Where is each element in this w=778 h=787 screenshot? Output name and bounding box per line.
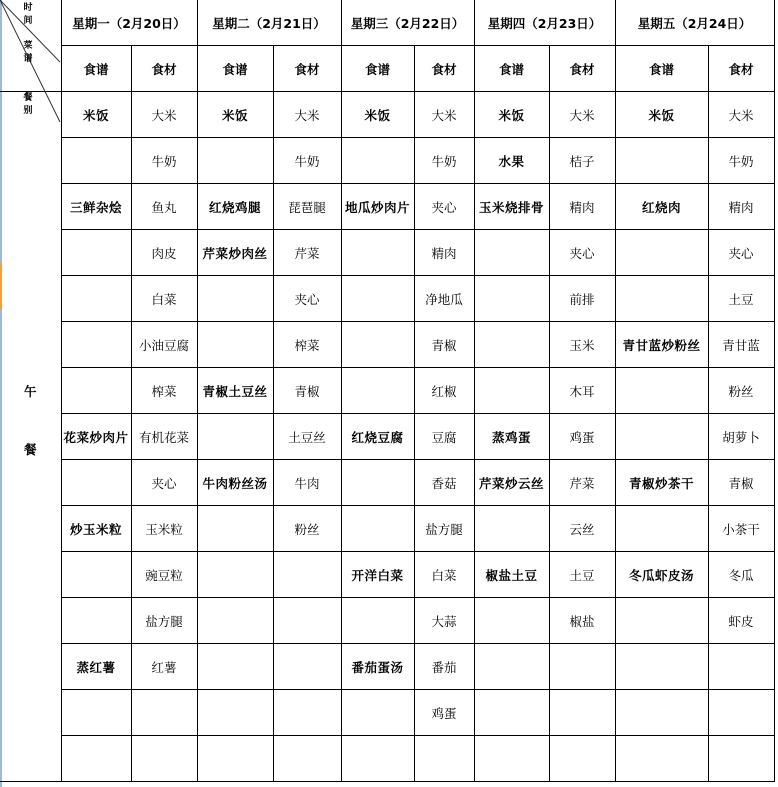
ingredient-cell xyxy=(273,690,341,736)
subheader-row xyxy=(0,46,774,92)
recipe-cell xyxy=(474,368,549,414)
ingredient-header: 食材 xyxy=(414,46,474,92)
recipe-cell: 米饭 xyxy=(197,92,273,138)
recipe-header: 食谱 xyxy=(341,46,414,92)
meal-type-label: 餐 别 xyxy=(23,93,33,116)
recipe-header: 食谱 xyxy=(61,46,131,92)
recipe-cell: 炒玉米粒 xyxy=(61,506,131,552)
recipe-cell xyxy=(61,460,131,506)
recipe-cell xyxy=(341,460,414,506)
ingredient-cell: 精肉 xyxy=(414,230,474,276)
day-header-row xyxy=(0,0,774,46)
recipe-cell: 开洋白菜 xyxy=(341,552,414,598)
recipe-cell: 玉米烧排骨 xyxy=(474,184,549,230)
recipe-cell xyxy=(197,736,273,782)
ingredient-cell: 榨菜 xyxy=(273,322,341,368)
ingredient-cell: 椒盐 xyxy=(549,598,615,644)
recipe-cell: 红烧豆腐 xyxy=(341,414,414,460)
ingredient-cell xyxy=(273,598,341,644)
recipe-cell xyxy=(341,230,414,276)
recipe-cell xyxy=(615,230,708,276)
table-row xyxy=(0,506,774,552)
recipe-cell xyxy=(474,736,549,782)
recipe-cell xyxy=(341,368,414,414)
ingredient-cell: 土豆丝 xyxy=(273,414,341,460)
ingredient-cell: 精肉 xyxy=(549,184,615,230)
table-row xyxy=(0,690,774,736)
table-row xyxy=(0,276,774,322)
recipe-header: 食谱 xyxy=(615,46,708,92)
recipe-cell xyxy=(61,138,131,184)
ingredient-cell: 大蒜 xyxy=(414,598,474,644)
day-header-friday: 星期五（2月24日） xyxy=(615,0,774,46)
recipe-cell xyxy=(474,506,549,552)
recipe-cell xyxy=(341,506,414,552)
meal-type-cell-lunch xyxy=(0,92,61,782)
recipe-cell xyxy=(61,736,131,782)
ingredient-cell: 大米 xyxy=(131,92,197,138)
table-row xyxy=(0,322,774,368)
recipe-cell xyxy=(61,598,131,644)
table-row xyxy=(0,552,774,598)
ingredient-cell: 夹心 xyxy=(708,230,774,276)
table-row xyxy=(0,230,774,276)
ingredient-cell: 鸡蛋 xyxy=(414,690,474,736)
ingredient-cell: 盐方腿 xyxy=(131,598,197,644)
recipe-cell xyxy=(341,138,414,184)
table-row xyxy=(0,736,774,782)
table-row xyxy=(0,414,774,460)
ingredient-cell xyxy=(273,644,341,690)
recipe-cell: 花菜炒肉片 xyxy=(61,414,131,460)
recipe-cell xyxy=(197,276,273,322)
ingredient-cell: 大米 xyxy=(549,92,615,138)
recipe-cell: 水果 xyxy=(474,138,549,184)
recipe-cell xyxy=(615,644,708,690)
recipe-cell xyxy=(197,598,273,644)
ingredient-cell xyxy=(708,690,774,736)
recipe-cell: 米饭 xyxy=(474,92,549,138)
ingredient-cell xyxy=(549,690,615,736)
meal-type-char: 午 xyxy=(23,384,37,399)
ingredient-cell: 牛肉 xyxy=(273,460,341,506)
day-header-monday: 星期一（2月20日） xyxy=(61,0,197,46)
day-header-tuesday: 星期二（2月21日） xyxy=(197,0,341,46)
table-row xyxy=(0,368,774,414)
recipe-cell xyxy=(341,690,414,736)
recipe-cell xyxy=(61,552,131,598)
recipe-cell: 青甘蓝炒粉丝 xyxy=(615,322,708,368)
recipe-cell xyxy=(615,138,708,184)
ingredient-cell xyxy=(273,552,341,598)
recipe-cell xyxy=(474,690,549,736)
recipe-cell xyxy=(61,368,131,414)
recipe-cell: 蒸鸡蛋 xyxy=(474,414,549,460)
ingredient-cell: 番茄 xyxy=(414,644,474,690)
recipe-cell xyxy=(61,690,131,736)
recipe-cell xyxy=(615,368,708,414)
ingredient-cell: 净地瓜 xyxy=(414,276,474,322)
ingredient-cell: 肉皮 xyxy=(131,230,197,276)
day-header-thursday: 星期四（2月23日） xyxy=(474,0,615,46)
ingredient-cell: 有机花菜 xyxy=(131,414,197,460)
ingredient-cell xyxy=(549,736,615,782)
table-row xyxy=(0,598,774,644)
recipe-cell: 椒盐土豆 xyxy=(474,552,549,598)
meal-type-char: 餐 xyxy=(23,442,37,457)
ingredient-cell: 大米 xyxy=(708,92,774,138)
ingredient-cell: 牛奶 xyxy=(273,138,341,184)
ingredient-cell: 盐方腿 xyxy=(414,506,474,552)
recipe-cell: 芹菜炒云丝 xyxy=(474,460,549,506)
ingredient-cell: 前排 xyxy=(549,276,615,322)
recipe-cell xyxy=(197,138,273,184)
recipe-cell xyxy=(615,414,708,460)
ingredient-cell: 青椒 xyxy=(273,368,341,414)
recipe-cell xyxy=(474,644,549,690)
ingredient-cell xyxy=(273,736,341,782)
ingredient-cell: 香菇 xyxy=(414,460,474,506)
ingredient-cell: 红薯 xyxy=(131,644,197,690)
recipe-cell xyxy=(615,276,708,322)
ingredient-cell: 牛奶 xyxy=(708,138,774,184)
day-header-wednesday: 星期三（2月22日） xyxy=(341,0,474,46)
recipe-cell xyxy=(197,552,273,598)
recipe-cell xyxy=(341,276,414,322)
ingredient-header: 食材 xyxy=(708,46,774,92)
ingredient-cell: 青椒 xyxy=(708,460,774,506)
ingredient-cell: 胡萝卜 xyxy=(708,414,774,460)
ingredient-cell: 豆腐 xyxy=(414,414,474,460)
table-row xyxy=(0,184,774,230)
recipe-cell: 红烧肉 xyxy=(615,184,708,230)
ingredient-cell: 小茶干 xyxy=(708,506,774,552)
recipe-header: 食谱 xyxy=(474,46,549,92)
ingredient-cell: 夹心 xyxy=(414,184,474,230)
recipe-cell: 米饭 xyxy=(61,92,131,138)
ingredient-cell: 玉米 xyxy=(549,322,615,368)
ingredient-cell: 粉丝 xyxy=(273,506,341,552)
ingredient-cell xyxy=(131,690,197,736)
recipe-cell xyxy=(341,736,414,782)
ingredient-cell: 榨菜 xyxy=(131,368,197,414)
recipe-cell xyxy=(474,230,549,276)
recipe-cell: 米饭 xyxy=(615,92,708,138)
ingredient-cell: 云丝 xyxy=(549,506,615,552)
recipe-cell: 冬瓜虾皮汤 xyxy=(615,552,708,598)
ingredient-cell xyxy=(549,644,615,690)
recipe-cell: 三鲜杂烩 xyxy=(61,184,131,230)
table-row xyxy=(0,92,774,138)
ingredient-cell: 芹菜 xyxy=(273,230,341,276)
recipe-cell: 青椒土豆丝 xyxy=(197,368,273,414)
ingredient-cell: 白菜 xyxy=(414,552,474,598)
ingredient-cell: 琵琶腿 xyxy=(273,184,341,230)
recipe-cell xyxy=(61,276,131,322)
recipe-cell xyxy=(341,322,414,368)
ingredient-cell: 青甘蓝 xyxy=(708,322,774,368)
recipe-cell xyxy=(61,230,131,276)
ingredient-header: 食材 xyxy=(273,46,341,92)
ingredient-cell: 土豆 xyxy=(549,552,615,598)
recipe-cell: 米饭 xyxy=(341,92,414,138)
recipe-cell xyxy=(474,598,549,644)
ingredient-cell xyxy=(414,736,474,782)
recipe-cell xyxy=(474,322,549,368)
ingredient-cell: 冬瓜 xyxy=(708,552,774,598)
recipe-header: 食谱 xyxy=(197,46,273,92)
ingredient-cell: 夹心 xyxy=(273,276,341,322)
recipe-cell xyxy=(341,598,414,644)
ingredient-cell: 夹心 xyxy=(549,230,615,276)
recipe-cell: 地瓜炒肉片 xyxy=(341,184,414,230)
recipe-cell xyxy=(615,506,708,552)
ingredient-cell: 虾皮 xyxy=(708,598,774,644)
ingredient-cell xyxy=(708,736,774,782)
ingredient-cell: 鱼丸 xyxy=(131,184,197,230)
recipe-cell xyxy=(61,322,131,368)
ingredient-cell: 青椒 xyxy=(414,322,474,368)
time-label: 时 间 xyxy=(23,3,33,26)
recipe-cell: 蒸红薯 xyxy=(61,644,131,690)
recipe-cell xyxy=(197,414,273,460)
ingredient-cell: 土豆 xyxy=(708,276,774,322)
recipe-cell xyxy=(615,736,708,782)
recipe-cell xyxy=(197,644,273,690)
ingredient-cell: 玉米粒 xyxy=(131,506,197,552)
recipe-cell xyxy=(615,690,708,736)
ingredient-cell: 小油豆腐 xyxy=(131,322,197,368)
recipe-cell xyxy=(197,506,273,552)
ingredient-cell: 桔子 xyxy=(549,138,615,184)
ingredient-cell: 大米 xyxy=(414,92,474,138)
dish-label: 菜 谱 xyxy=(23,41,33,64)
recipe-cell xyxy=(474,276,549,322)
recipe-cell: 青椒炒茶干 xyxy=(615,460,708,506)
table-row xyxy=(0,138,774,184)
ingredient-cell: 红椒 xyxy=(414,368,474,414)
table-row xyxy=(0,644,774,690)
ingredient-cell: 豌豆粒 xyxy=(131,552,197,598)
ingredient-cell: 大米 xyxy=(273,92,341,138)
table-row xyxy=(0,460,774,506)
ingredient-cell: 木耳 xyxy=(549,368,615,414)
ingredient-cell xyxy=(708,644,774,690)
diagonal-header-cell xyxy=(0,0,61,116)
recipe-cell: 番茄蛋汤 xyxy=(341,644,414,690)
ingredient-cell: 芹菜 xyxy=(549,460,615,506)
ingredient-header: 食材 xyxy=(549,46,615,92)
ingredient-cell: 精肉 xyxy=(708,184,774,230)
recipe-cell: 红烧鸡腿 xyxy=(197,184,273,230)
ingredient-cell: 鸡蛋 xyxy=(549,414,615,460)
ingredient-cell: 白菜 xyxy=(131,276,197,322)
recipe-cell: 芹菜炒肉丝 xyxy=(197,230,273,276)
ingredient-cell: 夹心 xyxy=(131,460,197,506)
ingredient-header: 食材 xyxy=(131,46,197,92)
ingredient-cell: 牛奶 xyxy=(414,138,474,184)
recipe-cell xyxy=(197,322,273,368)
ingredient-cell: 粉丝 xyxy=(708,368,774,414)
recipe-cell xyxy=(197,690,273,736)
ingredient-cell: 牛奶 xyxy=(131,138,197,184)
ingredient-cell xyxy=(131,736,197,782)
recipe-cell: 牛肉粉丝汤 xyxy=(197,460,273,506)
recipe-cell xyxy=(615,598,708,644)
